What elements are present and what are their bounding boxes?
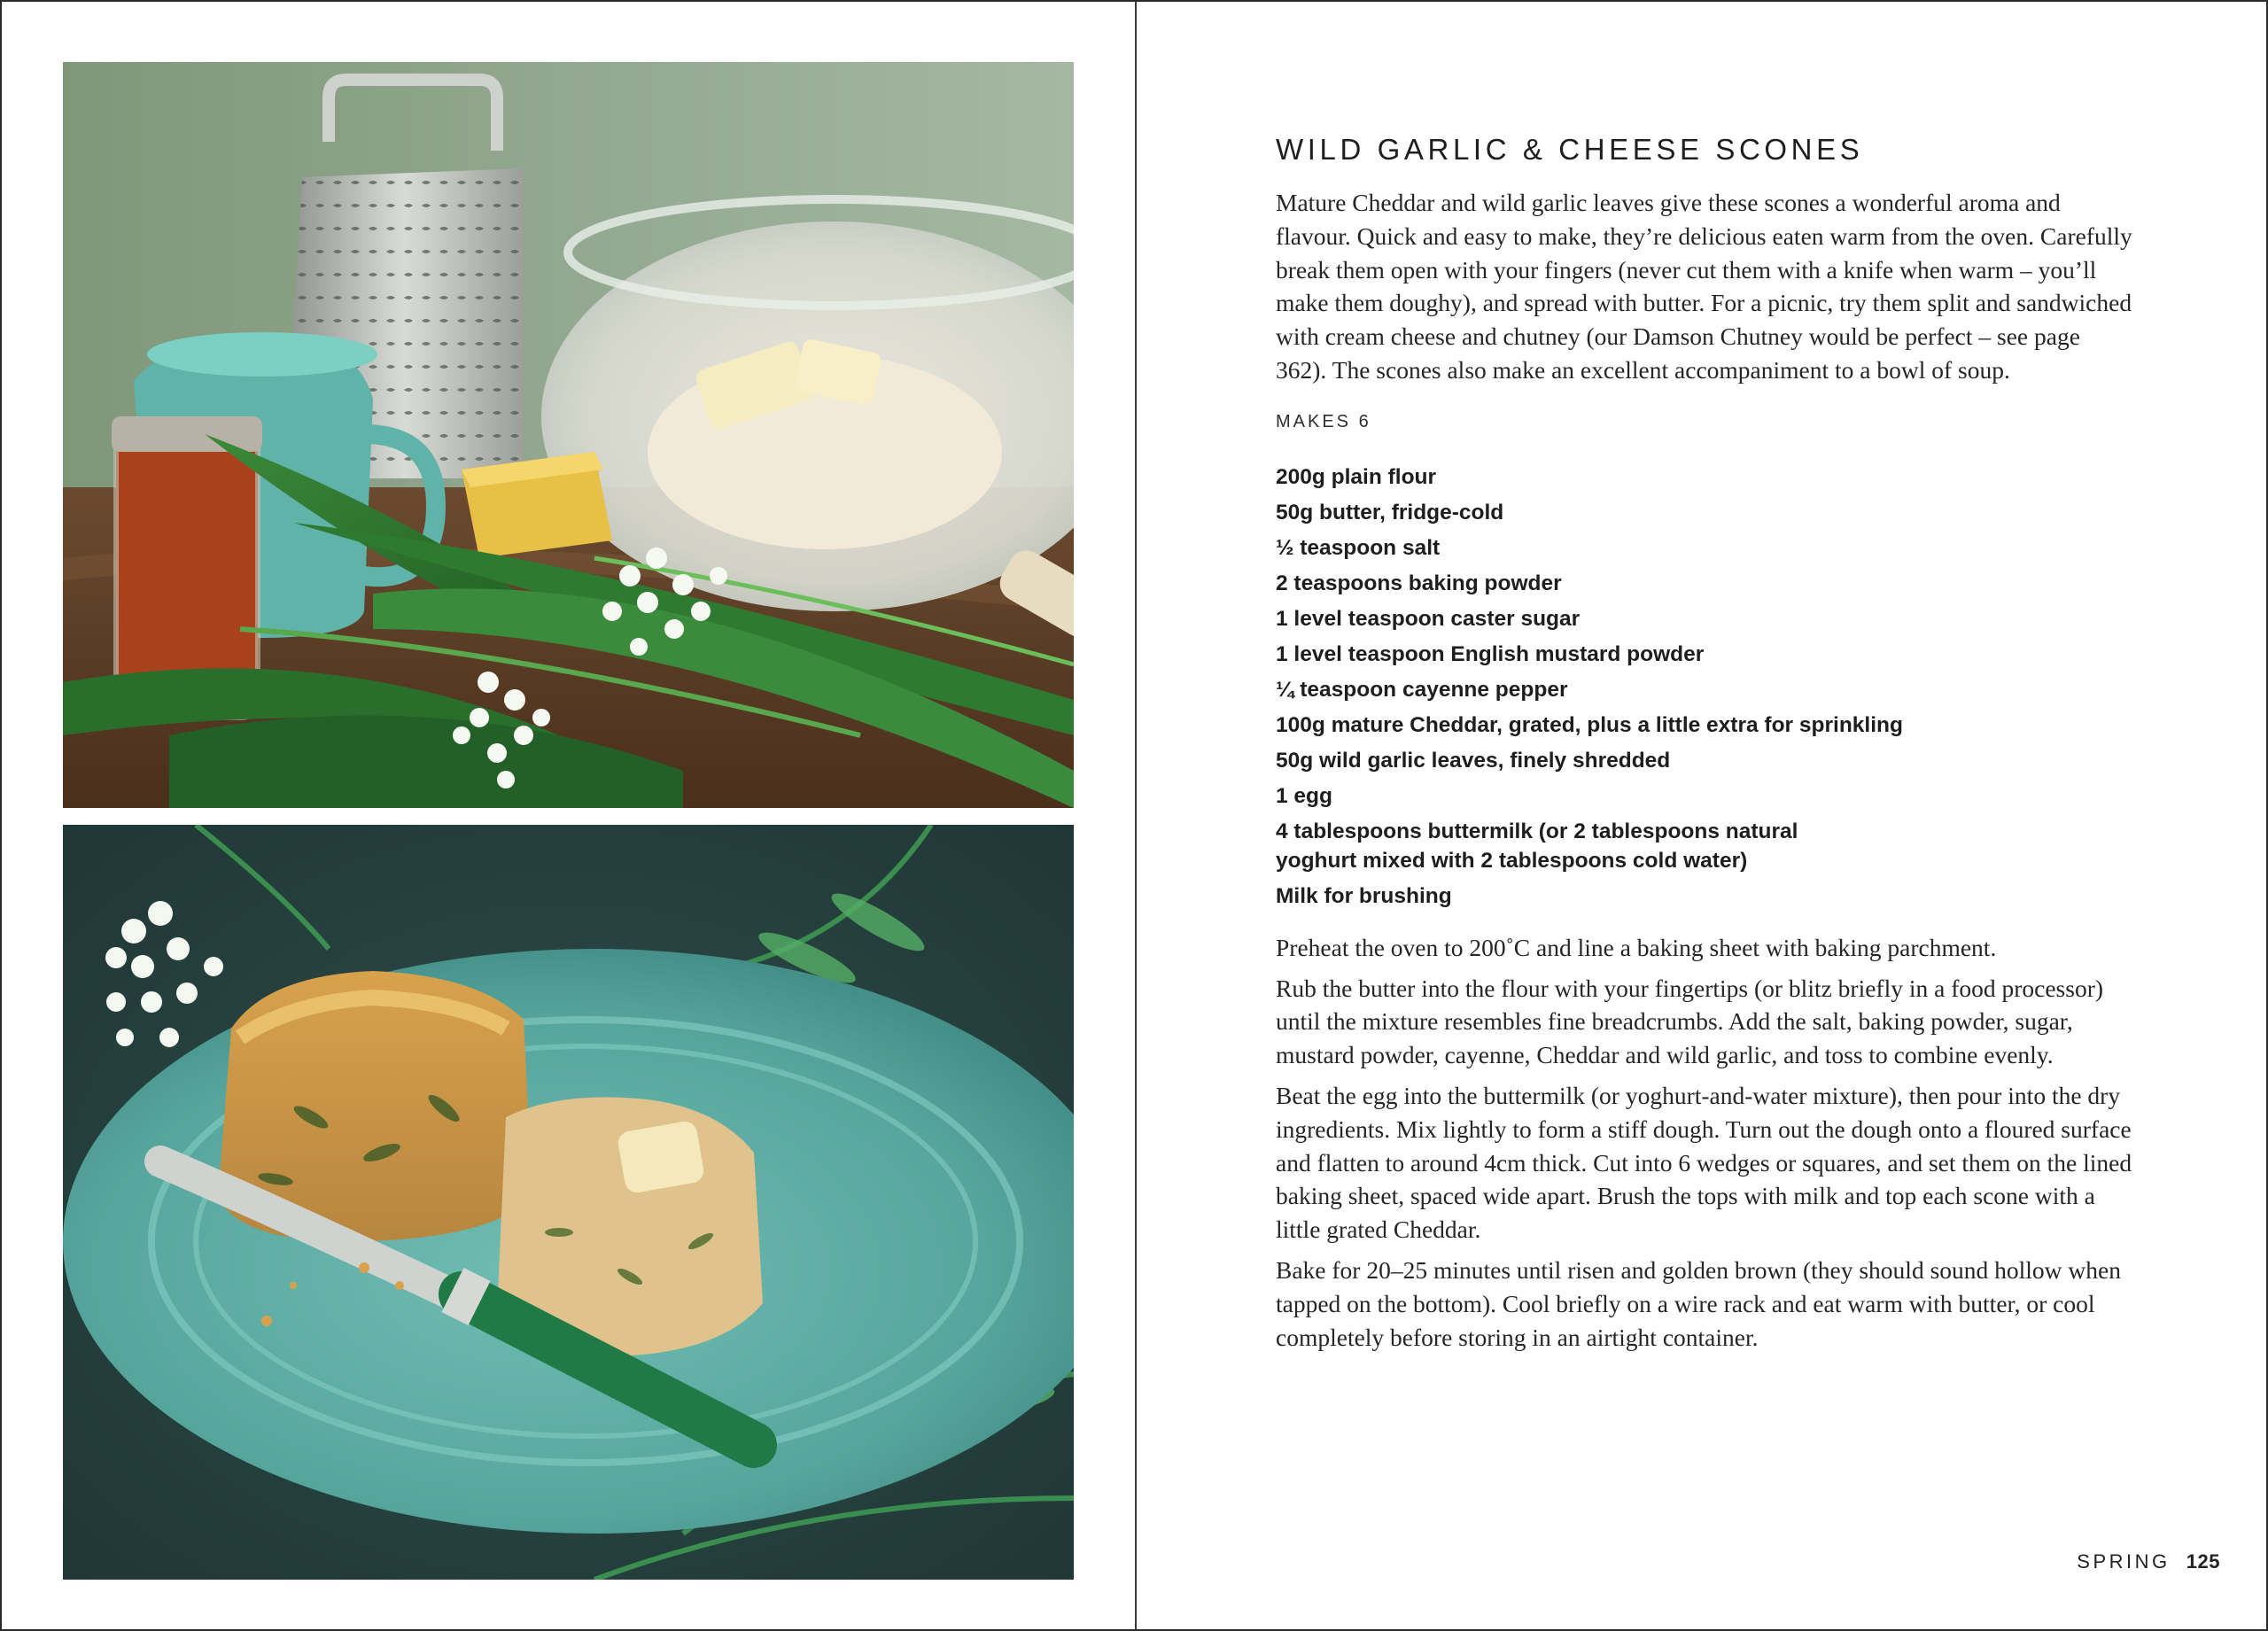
- ingredient-item: 4 tablespoons buttermilk (or 2 tablespoons natural yoghurt mixed with 2 tablespoons cold water): [1276, 819, 1798, 874]
- ingredient-item: ¼ teaspoon cayenne pepper: [1276, 677, 1568, 702]
- page-footer: [2077, 1550, 2220, 1573]
- ingredient-item: 1 level teaspoon caster sugar: [1276, 606, 1581, 631]
- page-number: 125: [2186, 1550, 2220, 1573]
- ingredient-item: ½ teaspoon salt: [1276, 535, 1441, 560]
- ingredient-item: 2 teaspoons baking powder: [1276, 571, 1562, 595]
- method-step: Bake for 20–25 minutes until risen and golden brown (they should sound hollow when tapped on the bottom). Cool briefly on a wire rack and eat warm with butter, or cool completely before storing in an airtight container.: [1276, 1255, 2121, 1351]
- ingredient-item: 1 level teaspoon English mustard powder: [1276, 641, 1705, 666]
- recipe-intro: Mature Cheddar and wild garlic leaves give these scones a wonderful aroma and flavour. Quick and easy to make, they’re delicious eaten warm from the oven. Carefully break them open with your fingers (never cut them with a knife when warm – you’ll make them doughy), and spread with butter. For a picnic, try them split and sandwiched with cream cheese and chutney (our Damson Chutney would be perfect – see page 362). The scones also make an excellent accompaniment to a bowl of soup.: [1276, 189, 2132, 384]
- ingredient-item: Milk for brushing: [1276, 884, 1452, 909]
- ingredient-item: 100g mature Cheddar, grated, plus a little extra for sprinkling: [1276, 712, 1903, 737]
- scones-photo: [63, 825, 1074, 1580]
- recipe-title: WILD GARLIC & CHEESE SCONES: [1276, 133, 1864, 166]
- method-step: Rub the butter into the flour with your fingertips (or blitz briefly in a food processor) until the mixture resembles fine breadcrumbs. Add the salt, baking powder, sugar, mustard powder, cayenne, Cheddar and wild garlic, and toss to combine evenly.: [1276, 974, 2104, 1069]
- ingredient-item: 200g plain flour: [1276, 464, 1437, 489]
- recipe-text: [1276, 133, 2135, 1361]
- ingredient-item: 1 egg: [1276, 783, 1332, 808]
- method-step: Beat the egg into the buttermilk (or yoghurt-and-water mixture), then pour into the dry ingredients. Mix lightly to form a stiff dough. Turn out the dough onto a floured surface and flatten to around 4cm thick. Cut into 6 wedges or squares, and set them on the lined baking sheet, spaced wide apart. Brush the tops with milk and top each scone with a little grated Cheddar.: [1276, 1081, 2132, 1244]
- ingredient-item: 50g butter, fridge-cold: [1276, 500, 1504, 524]
- page-gutter: [1135, 2, 1137, 1629]
- ingredient-list: [1276, 462, 2135, 912]
- section-name: SPRING: [2077, 1550, 2171, 1573]
- method-step: Preheat the oven to 200˚C and line a baking sheet with baking parchment.: [1276, 933, 1997, 961]
- method-steps: [1276, 931, 2135, 1355]
- yield-label: MAKES 6: [1276, 411, 1371, 431]
- ingredients-photo: [63, 62, 1074, 808]
- ingredient-item: 50g wild garlic leaves, finely shredded: [1276, 748, 1671, 773]
